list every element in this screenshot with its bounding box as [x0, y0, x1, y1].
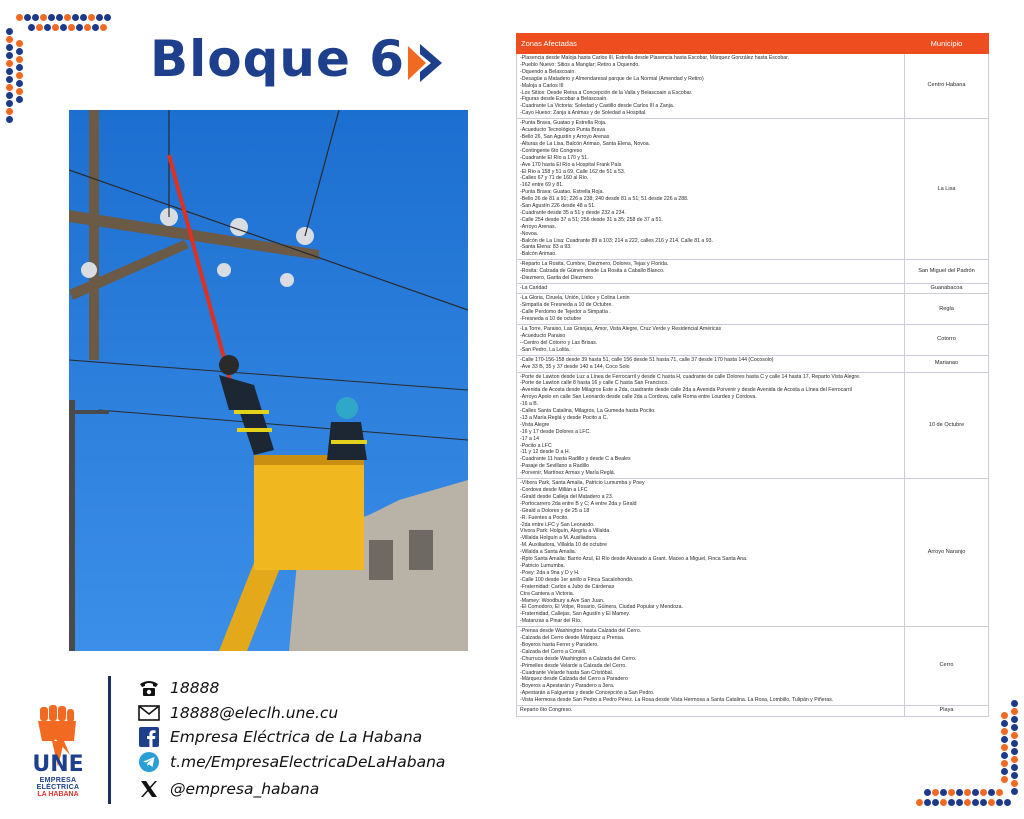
decorative-dot: [44, 24, 51, 31]
decorative-dot: [80, 14, 87, 21]
decorative-dot: [72, 14, 79, 21]
decorative-dot: [988, 789, 995, 796]
table-row: [517, 294, 989, 325]
phone-icon: [136, 677, 162, 699]
decorative-dot: [68, 24, 75, 31]
zones-cell: -La Gloria, Ciruela, Unión, Lídice y Colina Lenin -Simpatía de Fresneda a 10 de Octubre. -Calle Perdomo de Tejedor a Simpatía . -Fresneda a 10 de octubre: [517, 294, 905, 325]
decorative-dot: [6, 76, 13, 83]
decorative-dot: [924, 799, 931, 806]
decorative-dot: [948, 789, 955, 796]
decorative-dot: [1011, 748, 1018, 755]
header-municipality: Municipio: [905, 34, 989, 54]
decorative-dot: [6, 116, 13, 123]
decorative-dot: [1011, 708, 1018, 715]
zones-cell: -Porte de Lawton desde Luz a Línea de Ferrocarril y desde C hasta H, cuadrante de calle Dolores hasta C y calle 14 hasta 17, Reparto Vista Alegre. -Porte de Lawton calle 8 hasta 16 y calle C hasta San Francisco. -Avenida de Acosta desde Milagros Este a 2da, cuadrante desde calle 2da a Avenida Porvenir y desde Avenida de Acosta a Línea del Ferrocarril -Arroyo Apolo en calle San Leonardo desde calle 2da a Cordova, calle Roma entre Lourdes y Cordova. -16 a B. -Calles Santa Catalina, Milagros, La Gumeda hasta Pocito. -13 a María Reglá y desde Pocito a C. -Vista Alegre -16 y 17 desde Dolores a LFC. -17 a 14 -Pocito a LFC -11 y 12 desde D a H. -Cuadrante 11 hasta Radillo y desde C a Beales -Pasaje de Sevillano a Radillo -Porvenir, Martínez Armas y María Reglá.: [517, 372, 905, 479]
page-title: Bloque 6: [150, 30, 406, 88]
logo-line1: EMPRESA ELÉCTRICA: [36, 777, 80, 791]
decorative-dot: [28, 24, 35, 31]
municipality-cell: Cotorro: [905, 325, 989, 356]
decorative-dot: [964, 789, 971, 796]
zones-cell: -Prensa desde Washington hasta Calzada del Cerro. -Calzada del Cerro desde Márquez a Prensa. -Boyeros hasta Ferrer y Paradero. -Calzada del Cerro a Consill. -Churruca desde Washington a Calzada del Cerro. -Primelles desde Velarde a Calzada del Cerro. -Cuadrante Velarde hasta San Cristóbal. -Márquez desde Calzada del Cerro a Paradero -Boyeros a Apestarán y Paradero a 3era. -Apestarán a Falgueras y desde Concepción a San Pedro. -Vista Hermosa desde San Pedro a Pedro Pérez. La Rosa desde Vista Hermosa a Santa Catalina. La Rosa, Lombillo, Tulipán y Piñeras.: [517, 627, 905, 706]
decorative-dot: [16, 56, 23, 63]
table-row: [517, 260, 989, 284]
decorative-dot: [16, 80, 23, 87]
decorative-dot: [60, 24, 67, 31]
decorative-dot: [88, 14, 95, 21]
decorative-dot: [1001, 736, 1008, 743]
decorative-dot: [6, 84, 13, 91]
decorative-dot: [1001, 712, 1008, 719]
municipality-cell: Regla: [905, 294, 989, 325]
decorative-dot: [6, 92, 13, 99]
municipality-cell: Marianao: [905, 355, 989, 372]
table-row: [517, 325, 989, 356]
une-logo-text: [18, 752, 98, 798]
decorative-dot: [16, 96, 23, 103]
decorative-dot: [6, 68, 13, 75]
affected-zones-table-wrap: [516, 33, 988, 717]
table-row: [517, 54, 989, 119]
decorative-dot: [104, 14, 111, 21]
decorative-dot: [16, 14, 23, 21]
contact-email[interactable]: [136, 701, 338, 725]
contact-facebook-text: Empresa Eléctrica de La Habana: [170, 728, 423, 746]
municipality-cell: Playa: [905, 706, 989, 716]
decorative-dot: [1001, 776, 1008, 783]
table-body: [517, 54, 989, 717]
decorative-dot: [6, 108, 13, 115]
municipality-cell: Cerro: [905, 627, 989, 706]
divider-line: [108, 676, 111, 804]
decorative-dot: [92, 24, 99, 31]
decorative-dot: [996, 799, 1003, 806]
table-row: [517, 119, 989, 260]
decorative-dot: [956, 789, 963, 796]
decorative-dot: [948, 799, 955, 806]
decorative-dot: [16, 88, 23, 95]
municipality-cell: San Miguel del Padrón: [905, 260, 989, 284]
decorative-dot: [980, 799, 987, 806]
table-row: [517, 627, 989, 706]
municipality-cell: Centro Habana: [905, 54, 989, 119]
table-row: [517, 706, 989, 716]
decorative-dot: [964, 799, 971, 806]
decorative-dot: [956, 799, 963, 806]
decorative-dot: [1001, 720, 1008, 727]
decorative-dot: [96, 14, 103, 21]
decorative-dot: [6, 60, 13, 67]
decorative-dot: [36, 24, 43, 31]
decorative-dot: [1001, 760, 1008, 767]
decorative-dot: [1011, 764, 1018, 771]
logo-line2: LA HABANA: [37, 791, 79, 798]
decorative-dot: [1011, 788, 1018, 795]
facebook-icon: [136, 726, 162, 748]
decorative-dot: [16, 72, 23, 79]
municipality-cell: Arroyo Naranjo: [905, 479, 989, 627]
decorative-dot: [52, 24, 59, 31]
decorative-dot: [1011, 724, 1018, 731]
decorative-dot: [100, 24, 107, 31]
telegram-icon: [136, 751, 162, 773]
decorative-dot: [40, 14, 47, 21]
decorative-dot: [64, 14, 71, 21]
decorative-dot: [1011, 700, 1018, 707]
mail-icon: [136, 702, 162, 724]
contact-facebook[interactable]: [136, 725, 422, 749]
decorative-dot: [988, 799, 995, 806]
decorative-dot: [1004, 799, 1011, 806]
decorative-dot: [1001, 744, 1008, 751]
table-row: [517, 372, 989, 479]
contact-x[interactable]: [136, 777, 319, 801]
zones-cell: -Calle 170-156-158 desde 39 hasta 51, calle 156 desde 51 hasta 71, calle 37 desde 170 hasta 144 (Cocosolo) -Ave 33 B, 35 y 37 desde 140 a 144, Coco Solo: [517, 355, 905, 372]
table-row: [517, 284, 989, 294]
decorative-dot: [32, 14, 39, 21]
decorative-dot: [84, 24, 91, 31]
decorative-dot: [6, 100, 13, 107]
decorative-dot: [932, 789, 939, 796]
contact-email-text: 18888@eleclh.une.cu: [170, 704, 339, 722]
decorative-dot: [916, 799, 923, 806]
municipality-cell: 10 de Octubre: [905, 372, 989, 479]
decorative-dot: [1011, 740, 1018, 747]
decorative-dot: [48, 14, 55, 21]
zones-cell: Reparto 6to Congreso.: [517, 706, 905, 716]
zones-cell: -Plasencia desde Maloja hasta Carlos III, Estrella desde Plasencia hasta Escobar, Márquez González hasta Escobar. -Pueblo Nuevo: Sitios a Manglar; Retiro a Oquendo. -Oquendo a Belascoain. -Desagüe a Matadero y Almendaresal parque de La Normal (Amendad y Retiro) -Maloja a Carlos III -Los Sitios: Desde Reina a Concepción de la Valla y Belascoain a Escobar. -Figuras desde Escobar a Belascoain. -Cuadrante La Victoria: Soledad y Castillo desde Carlos III a Zanja. -Cayo Hueso: Zanja a Animas y de Soledad a Hospital.: [517, 54, 905, 119]
contact-telegram[interactable]: [136, 750, 445, 774]
decorative-dot: [1011, 756, 1018, 763]
logo-name: UNE: [32, 752, 84, 777]
zones-cell: -Víbora Park, Santa Amalia, Patricio Lumumba y Poey -Cordova desde Millán a LFC -Girald desde Calleja del Matadero a 23. -Portocarrero 2da entre B y C; A entre 2da y Girald -Girald a Dolores y de 25 a 18 -R. Fuentes a Pocito. -2da entre LFC y San Leonardo. Vívora Park: Holguín, Alegría a Villalda -Villalda Holguín a M. Auxiliadora. -M. Auxiliadora, Villalda 10 de octubre -Villalda a Santa Amalia. -Rpto Santa Amalia: Barrio Azul, El Río desde Alvarado a Grant. Maceo a Miguel, Finca Santa Ana. -Patricio Lumumba. -Poey: 2da a 9na y D y H. -Calle 100 desde 1er anillo a Finca Sacalohondo. -Fraternidad: Carlos a Jubo de Cárdenas Ctra Cantera a Victoria. -Mamey: Woodbury a Ave San Juan. -El Comodoro, El Volpe, Rosario, Güinera, Ciudad Popular y Mendoza. -Fraternidad, Callejas, San Agustín y El Mamey. -Matanzas a Pinar del Río.: [517, 479, 905, 627]
play-arrow-icon: [402, 40, 448, 86]
decorative-dot: [980, 789, 987, 796]
table-row: [517, 355, 989, 372]
zones-cell: -Reparto La Rosita, Cumbre, Diezmero, Dolores, Tejas y Florida. -Rosita: Calzada de Güines desde La Rosita a Caballo Blanco. -Diezmero, Garita del Diezmero: [517, 260, 905, 284]
decorative-dot: [16, 64, 23, 71]
decorative-dot: [24, 14, 31, 21]
decorative-dot: [1011, 732, 1018, 739]
contact-x-text: @empresa_habana: [170, 780, 320, 798]
decorative-dot: [924, 789, 931, 796]
decorative-dot: [996, 789, 1003, 796]
header-zones: Zonas Afectadas: [517, 34, 905, 54]
decorative-dot: [16, 40, 23, 47]
decorative-dot: [6, 52, 13, 59]
decorative-dot: [1001, 752, 1008, 759]
decorative-dot: [972, 799, 979, 806]
zones-cell: -Punta Brava, Guatao y Estrella Roja. -Acueducto Tecnológico Punta Brava -Bello 26, San Agustín y Arroyo Arenas -Alturas de La Lisa, Balcón Arimao, Santa Elena, Novoa. -Contingente 6to Congreso -Cuadrante El Río a 170 y 51. -Ave 170 hasta El Río a Hospital Frank País -El Río a 158 y 51 a 69. Calle 162 de 51 a 53. -Calles 67 y 71 de 160 al Río. -162 entre 69 y 81. -Punta Brava; Guatao, Estrella Roja. -Bello 26 de 81 a 91; 226 a 238; 240 desde 81 a 51; 51 desde 226 a 288. -San Agustín 226 desde 48 a 51. -Cuadrante desde 35 a 51 y desde 232 a 234. -Calle 254 desde 37 a 51; 256 desde 31 a 35; 258 de 37 a 51. -Arroyo Arenas. -Novoa. -Balcón de La Lisa: Cuadrante 89 a 103; 214 a 222, calles 216 y 214. Calle 81 a 93. -Santa Elena: 83 a 93. -Balcón Arimao.: [517, 119, 905, 260]
municipality-cell: Guanabacoa: [905, 284, 989, 294]
decorative-dot: [6, 44, 13, 51]
decorative-dot: [76, 24, 83, 31]
table-row: [517, 479, 989, 627]
decorative-dot: [1011, 772, 1018, 779]
decorative-dot: [972, 789, 979, 796]
decorative-dot: [6, 36, 13, 43]
table-header-row: [517, 34, 989, 54]
contact-phone-text: 18888: [170, 679, 220, 697]
decorative-dot: [940, 789, 947, 796]
affected-zones-table: [516, 33, 989, 717]
decorative-dot: [16, 48, 23, 55]
decorative-dot: [932, 799, 939, 806]
photo-workers-on-power-line: [69, 110, 468, 651]
contact-phone[interactable]: [136, 676, 219, 700]
zones-cell: -La Caridad: [517, 284, 905, 294]
zones-cell: -La Torre, Paraiso, Las Granjas, Amor, Vista Alegre, Cruz Verde y Residencial Américas -Acueducto Paraiso --Centro del Cotorro y Las Brisas. -San Pedro, La Lolita.: [517, 325, 905, 356]
municipality-cell: La Lisa: [905, 119, 989, 260]
decorative-dot: [1011, 780, 1018, 787]
x-icon: [136, 778, 162, 800]
decorative-dot: [56, 14, 63, 21]
decorative-dot: [1011, 716, 1018, 723]
decorative-dot: [940, 799, 947, 806]
decorative-dot: [6, 28, 13, 35]
contact-telegram-text: t.me/EmpresaElectricaDeLaHabana: [170, 753, 446, 771]
decorative-dot: [1001, 728, 1008, 735]
decorative-dot: [1001, 768, 1008, 775]
